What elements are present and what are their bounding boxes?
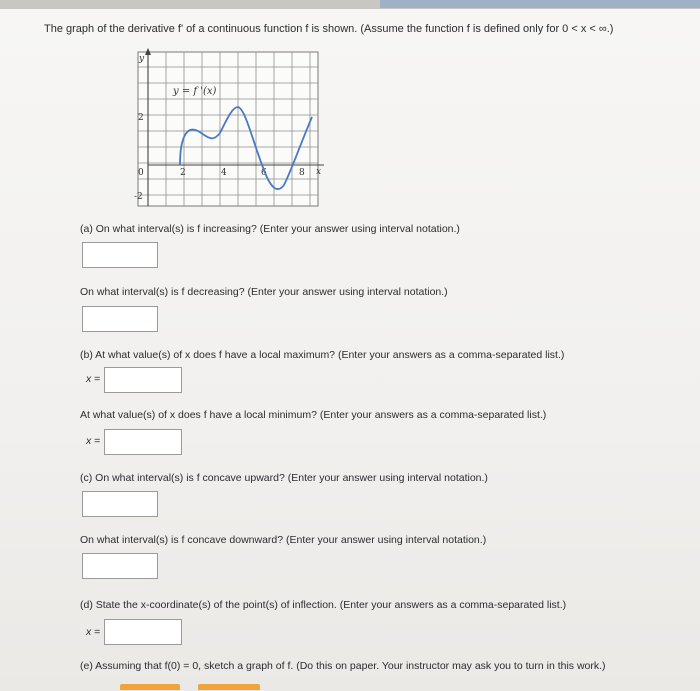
top-blue-bar (380, 0, 700, 8)
question-a-increasing: (a) On what interval(s) is f increasing? (Enter your answer using interval notation.) (80, 223, 460, 235)
increasing-interval-input[interactable] (82, 242, 158, 268)
y-axis-label: y (139, 54, 145, 64)
question-b-local-max: (b) At what value(s) of x does f have a local maximum? (Enter your answers as a comma-separated list.) (80, 349, 565, 361)
next-tab-edge[interactable] (198, 684, 260, 690)
derivative-graph (128, 47, 328, 212)
decreasing-interval-input[interactable] (82, 306, 158, 332)
concave-down-input[interactable] (82, 553, 158, 579)
question-d-inflection: (d) State the x-coordinate(s) of the point(s) of inflection. (Enter your answers as a comma-separated list.) (80, 599, 567, 611)
x-tick-label: 4 (221, 168, 227, 178)
x-equals-label: x = (86, 373, 101, 385)
local-min-input[interactable] (104, 429, 182, 455)
graph-frame (138, 52, 318, 206)
x-equals-label: x = (86, 435, 101, 447)
question-a-decreasing: On what interval(s) is f decreasing? (Enter your answer using interval notation.) (80, 286, 448, 298)
question-b-local-min: At what value(s) of x does f have a local minimum? (Enter your answers as a comma-separated list.) (80, 409, 547, 421)
submit-tab-edge[interactable] (120, 684, 180, 690)
curve-label: y = f '(x) (173, 86, 217, 97)
question-c-concave-down: On what interval(s) is f concave downward? (Enter your answer using interval notation.) (80, 534, 487, 546)
question-e-sketch: (e) Assuming that f(0) = 0, sketch a graph of f. (Do this on paper. Your instructor may ask you to turn in this work.) (80, 660, 606, 672)
x-equals-label: x = (86, 626, 101, 638)
inflection-input[interactable] (104, 619, 182, 645)
y-tick-label: -2 (134, 192, 143, 202)
problem-intro: The graph of the derivative f' of a continuous function f is shown. (Assume the function f is defined only for 0 < x < ∞.) (44, 23, 614, 35)
bottom-button-edges (120, 684, 260, 690)
y-tick-label: 2 (138, 113, 144, 123)
x-tick-label: 8 (299, 168, 305, 178)
question-c-concave-up: (c) On what interval(s) is f concave upward? (Enter your answer using interval notation.) (80, 472, 488, 484)
problem-panel (0, 8, 700, 691)
x-tick-label: 0 (138, 168, 144, 178)
x-tick-label: 6 (261, 168, 267, 178)
x-tick-label: 2 (180, 168, 186, 178)
concave-up-input[interactable] (82, 491, 158, 517)
x-axis-label: x (316, 167, 322, 177)
local-max-input[interactable] (104, 367, 182, 393)
